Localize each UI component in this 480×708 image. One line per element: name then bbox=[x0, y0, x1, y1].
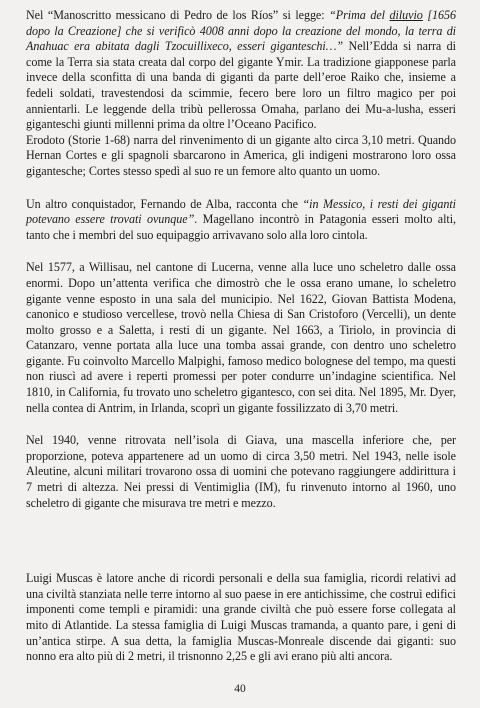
paragraph-conquistador bbox=[26, 197, 456, 244]
paragraph-1577: Nel 1577, a Willisau, nel cantone di Lucerna, venne alla luce uno scheletro dalle ossa enormi. Dopo un’attenta verifica che dimostrò che le ossa erano umane, lo scheletro gigante venne esposto in una sala del municipio. Nel 1622, Giovan Battista Modena, canonico e studioso vercellese, trovò nella Chiesa di San Cristoforo (Vercelli), un dente molto grosso e a Saletta, i resti di un gigante. Nel 1663, a Tiriolo, in provincia di Catanzaro, venne portata alla luce una tomba assai grande, con dentro uno scheletro gigante. Fu coinvolto Marcello Malpighi, famoso medico bolognese del tempo, ma questi non riuscì ad avere i reperti promessi per poter condurre un’indagine scientifica. Nel 1810, in California, fu trovato uno scheletro gigantesco, con sei dita. Nel 1895, Mr. Dyer, nella contea di Antrim, in Irlanda, scoprì un gigante fossilizzato di 3,70 metri. bbox=[26, 260, 456, 415]
paragraph-manuscript bbox=[26, 8, 456, 133]
quote-text: [1656 dopo la Creazione] che si verificò 4008 anni dopo la creazione del mondo, la terra di Anahuac era abitata dagli Tzocuillixeco, esseri giganteschi…” bbox=[26, 8, 457, 54]
quote-text: “in Messico, i resti dei giganti potevano essere trovati ovunque” bbox=[26, 196, 456, 227]
text-run: Un altro conquistador, Fernando de Alba, racconta che bbox=[26, 196, 303, 211]
text-run: Nel “Manoscritto messicano di Pedro de los Ríos” si legge: bbox=[26, 8, 330, 22]
underlined-text: diluvio bbox=[389, 8, 423, 22]
paragraph-herodotus: Erodoto (Storie 1-68) narra del rinvenimento di un gigante alto circa 3,10 metri. Quando Hernan Cortes e gli spagnoli sbarcarono in America, gli indigeni mostrarono loro ossa gigantesche; Cortes stesso spedì al suo re un femore alto quanto un uomo. bbox=[26, 132, 456, 178]
text-run: . Magellano incontrò in Patagonia esseri molto alti, tanto che i membri del suo equipaggio arrivavano solo alla loro cintola. bbox=[26, 212, 456, 242]
spacer bbox=[26, 180, 456, 197]
page-number: 40 bbox=[234, 683, 246, 695]
paragraph-1940: Nel 1940, venne ritrovata nell’isola di Giava, una mascella inferiore che, per proporzione, poteva appartenere ad un uomo di circa 3,50 metri. Nel 1943, nelle isole Aleutine, alcuni militari trovarono ossa di uomini che potevano raggiungere addirittura i 7 metri di altezza. Nei pressi di Ventimiglia (IM), fu rinvenuto intorno al 1960, uno scheletro di gigante che misurava tre metri e mezzo. bbox=[26, 433, 456, 510]
spacer bbox=[26, 243, 456, 260]
quote-text: “Prima del bbox=[329, 8, 390, 22]
text-run: Nell’Edda si narra di come la Terra sia stata creata dal corpo del gigante Ymir. La tradizione giapponese parla invece della sconfitta di una banda di giganti da parte dell’eroe Raiko che, insieme a fedeli soldati, travestendosi da scimmie, fecero bere loro un filtro magico per poi annientarli. Le leggende della tribù pellerossa Omaha, parlano dei Mu-a-lusha, esseri giganteschi giunti millenni prima da oltre l’Oceano Pacifico. bbox=[26, 39, 456, 132]
underlined-word bbox=[390, 8, 423, 22]
paragraph-muscas: Luigi Muscas è latore anche di ricordi personali e della sua famiglia, ricordi relativi ad una civiltà stanziata nelle terre intorno al suo paese in ere antichissime, che costruì edifici imponenti come templi e piramidi: una grande civiltà che può essere forse collegata al mito di Atlantide. La stessa famiglia di Luigi Muscas tramanda, a quanto pare, i geni di un’antica stirpe. A sua detta, la famiglia Muscas-Monreale discende dai giganti: suo nonno era alto più di 2 metri, il trisnonno 2,25 e gli avi erano più alti ancora. bbox=[26, 571, 456, 664]
spacer bbox=[26, 416, 456, 433]
spacer bbox=[26, 511, 456, 571]
